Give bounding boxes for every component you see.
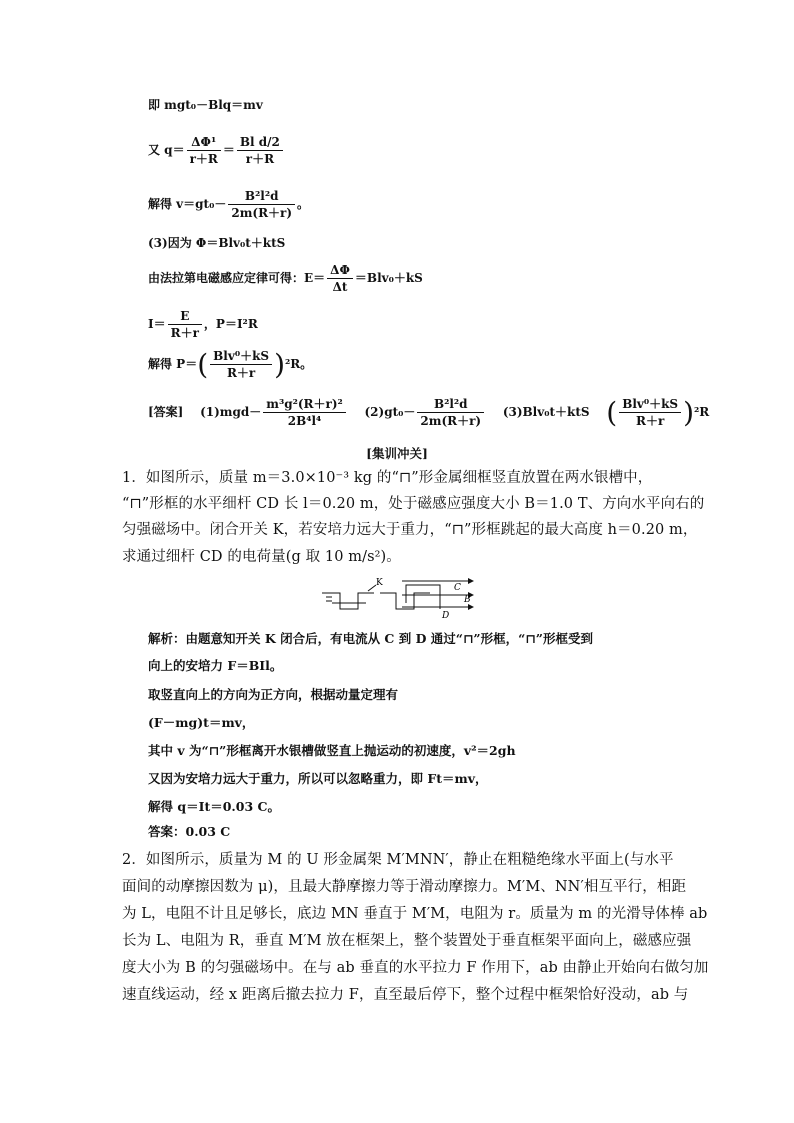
solution-line4: (F－mg)t＝mv， <box>148 715 255 730</box>
problem2-line5: 度大小为 B 的匀强磁场中。在与 ab 垂直的水平拉力 F 作用下，ab 由静止开始向右做匀加 <box>122 960 709 976</box>
problem2-line6: 速直线运动，经 x 距离后撤去拉力 F，直至最后停下，整个过程中框架恰好没动，ab 与 <box>122 987 689 1003</box>
fraction: $\frac{\Delta\Phi}{\Delta t}$ <box>327 262 353 295</box>
fraction: $\frac{\text{m³g²(R＋r)²}}{\text{2B⁴l⁴}}$ <box>263 396 346 429</box>
solution-line1: 解析：由题意知开关 K 闭合后，有电流从 C 到 D 通过“⊓”形框，“⊓”形框受到 <box>148 631 593 646</box>
problem2-line1: 2．如图所示，质量为 M 的 U 形金属架 M′MNN′，静止在粗糙绝缘水平面上(与水平 <box>122 852 674 868</box>
equation-flux: (3)因为 Φ＝Blv₀t＋ktS <box>148 236 286 250</box>
solution-line5: 其中 v 为“⊓”形框离开水银槽做竖直上抛运动的初速度，v²＝2gh <box>148 743 516 758</box>
problem1-figure <box>318 575 478 623</box>
fraction: $\frac{\text{Bl d/2}}{r+R}$ <box>237 134 283 167</box>
answer-label: [答案] <box>148 405 184 419</box>
arrow-icon <box>468 578 474 584</box>
answer-line: [答案] (1)mgd－ $\frac{\text{m³g²(R＋r)²}}{\text{2B⁴l⁴}}$ (2)gt₀－ $\frac{\text{B²l²d}}{2m(R+r)}$ (3)Blv₀t＋ktS ( $\frac{\text{Blv⁰＋kS}}{R+r}$ )²R <box>148 395 710 429</box>
fraction: $\frac{\text{ΔΦ¹}}{r+R}$ <box>187 134 221 167</box>
label-k: K <box>376 578 383 588</box>
problem2-line3: 为 L，电阻不计且足够长，底边 MN 垂直于 M′M，电阻为 r。质量为 m 的光滑导体棒 ab <box>122 906 708 922</box>
switch-icon <box>368 585 376 591</box>
solution-line6: 又因为安培力远大于重力，所以可以忽略重力，即 Ft＝mv， <box>148 771 488 786</box>
problem1-line2: “⊓”形框的水平细杆 CD 长 l＝0.20 m，处于磁感应强度大小 B＝1.0 T、方向水平向右的 <box>122 496 705 512</box>
label-d: D <box>442 611 450 621</box>
equation-emf: 由法拉第电磁感应定律可得：E＝ $\frac{\Delta\Phi}{\Delta t}$ ＝Blv₀＋kS <box>148 263 423 294</box>
fraction: $\frac{\text{B²l²d}}{2m(R+r)}$ <box>228 188 295 221</box>
eq-prefix: 又 q＝ <box>148 143 185 157</box>
label-b: B <box>464 595 471 605</box>
fraction: $\frac{\text{Blv⁰＋kS}}{R+r}$ <box>619 396 681 429</box>
section-title: [集训冲关] <box>366 446 428 461</box>
problem1-line1: 1．如图所示，质量 m＝3.0×10⁻³ kg 的“⊓”形金属细框竖直放置在两水银槽中， <box>122 470 653 486</box>
fraction: $\frac{\text{B²l²d}}{2m(R+r)}$ <box>417 396 484 429</box>
solution-line7: 解得 q＝It＝0.03 C。 <box>148 799 280 814</box>
equation-momentum: 即 mgt₀－Blq＝mv <box>148 98 263 112</box>
solution-line2: 向上的安培力 F＝BIl。 <box>148 658 283 673</box>
equation-current: I＝ $\frac{E}{R+r}$ ，P＝I²R <box>148 309 258 340</box>
equation-power: 解得 P＝( $\frac{\text{Blv⁰＋kS}}{R+r}$ )²R。 <box>148 347 313 381</box>
equation-charge: 又 q＝ $\frac{\text{ΔΦ¹}}{r+R}$ ＝ $\frac{\text{Bl d/2}}{r+R}$ <box>148 134 285 167</box>
fraction: $\frac{E}{R+r}$ <box>168 308 202 341</box>
solution-answer: 答案：0.03 C <box>148 824 231 839</box>
fraction: $\frac{\text{Blv⁰＋kS}}{R+r}$ <box>210 348 272 381</box>
problem1-line4: 求通过细杆 CD 的电荷量(g 取 10 m/s²)。 <box>122 549 401 565</box>
solution-line3: 取竖直向上的方向为正方向，根据动量定理有 <box>148 687 399 702</box>
battery-icon <box>326 597 332 601</box>
equation-velocity: 解得 v＝gt₀－ $\frac{\text{B²l²d}}{2m(R+r)}$ 。 <box>148 189 310 220</box>
problem2-line4: 长为 L、电阻为 R，垂直 M′M 放在框架上，整个装置处于垂直框架平面向上，磁感应强 <box>122 933 692 949</box>
problem2-line2: 面间的动摩擦因数为 μ)，且最大静摩擦力等于滑动摩擦力。M′M、NN′相互平行，相距 <box>122 879 687 895</box>
label-c: C <box>454 583 461 593</box>
problem1-line3: 匀强磁场中。闭合开关 K，若安培力远大于重力，“⊓”形框跳起的最大高度 h＝0.20 m， <box>122 522 698 538</box>
frame <box>406 585 440 609</box>
